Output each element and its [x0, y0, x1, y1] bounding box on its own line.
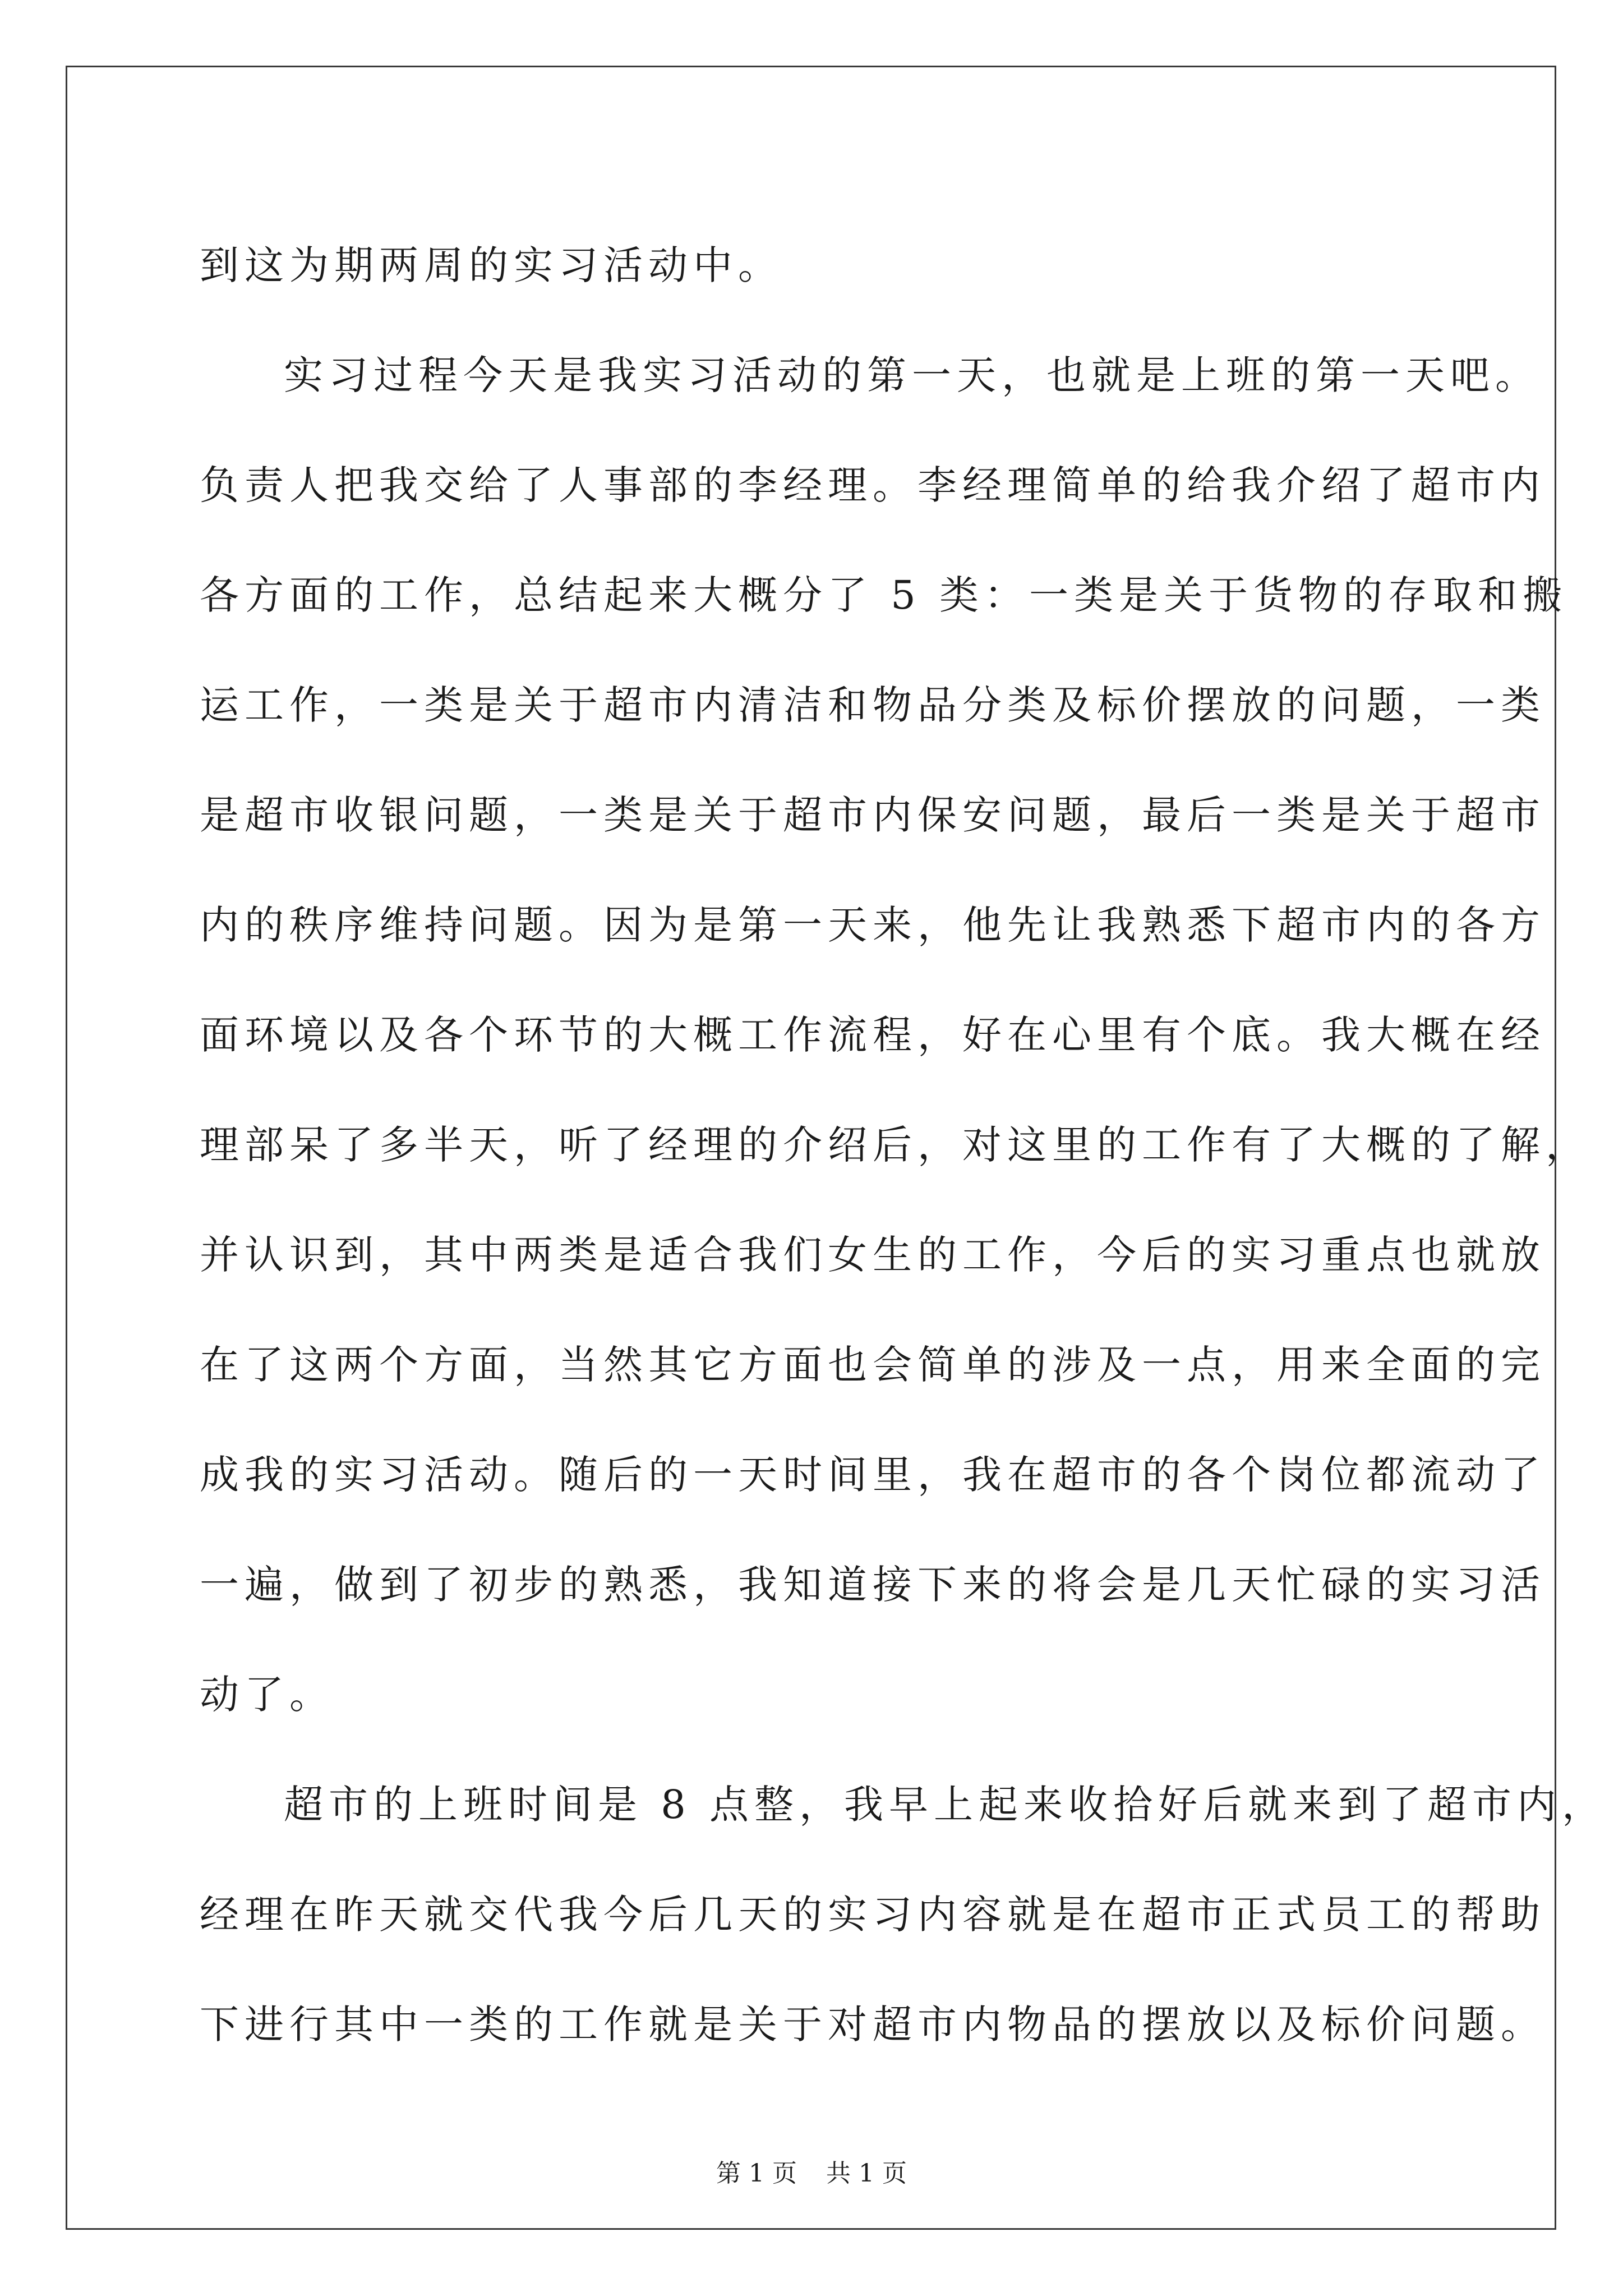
text-line: 内的秩序维持问题。因为是第一天来，他先让我熟悉下超市内的各方 — [200, 902, 1546, 948]
text-line: 动了。 — [200, 1672, 334, 1718]
text-line: 各方面的工作，总结起来大概分了 5 类：一类是关于货物的存取和搬 — [200, 572, 1568, 618]
text-line: 负责人把我交给了人事部的李经理。李经理简单的给我介绍了超市内 — [200, 462, 1546, 508]
text-line: 一遍，做到了初步的熟悉，我知道接下来的将会是几天忙碌的实习活 — [200, 1562, 1546, 1608]
page-number-current: 第 1 页 — [716, 2159, 797, 2188]
text-line: 并认识到，其中两类是适合我们女生的工作，今后的实习重点也就放 — [200, 1232, 1546, 1278]
text-line: 是超市收银问题，一类是关于超市内保安问题，最后一类是关于超市 — [200, 792, 1546, 838]
text-line: 实习过程今天是我实习活动的第一天，也就是上班的第一天吧。 — [284, 352, 1540, 398]
page-number-total: 共 1 页 — [826, 2159, 907, 2188]
text-line: 在了这两个方面，当然其它方面也会简单的涉及一点，用来全面的完 — [200, 1342, 1546, 1388]
text-line: 成我的实习活动。随后的一天时间里，我在超市的各个岗位都流动了 — [200, 1452, 1546, 1498]
page-footer — [0, 2157, 1623, 2191]
text-line: 到这为期两周的实习活动中。 — [200, 242, 783, 288]
document-body — [200, 210, 1607, 2079]
text-line: 超市的上班时间是 8 点整，我早上起来收拾好后就来到了超市内， — [284, 1782, 1607, 1828]
text-line: 理部呆了多半天，听了经理的介绍后，对这里的工作有了大概的了解， — [200, 1122, 1590, 1168]
text-line: 经理在昨天就交代我今后几天的实习内容就是在超市正式员工的帮助 — [200, 1892, 1546, 1938]
text-line: 运工作，一类是关于超市内清洁和物品分类及标价摆放的问题，一类 — [200, 682, 1546, 728]
text-line: 下进行其中一类的工作就是关于对超市内物品的摆放以及标价问题。 — [200, 2001, 1546, 2047]
text-line: 面环境以及各个环节的大概工作流程，好在心里有个底。我大概在经 — [200, 1012, 1546, 1058]
